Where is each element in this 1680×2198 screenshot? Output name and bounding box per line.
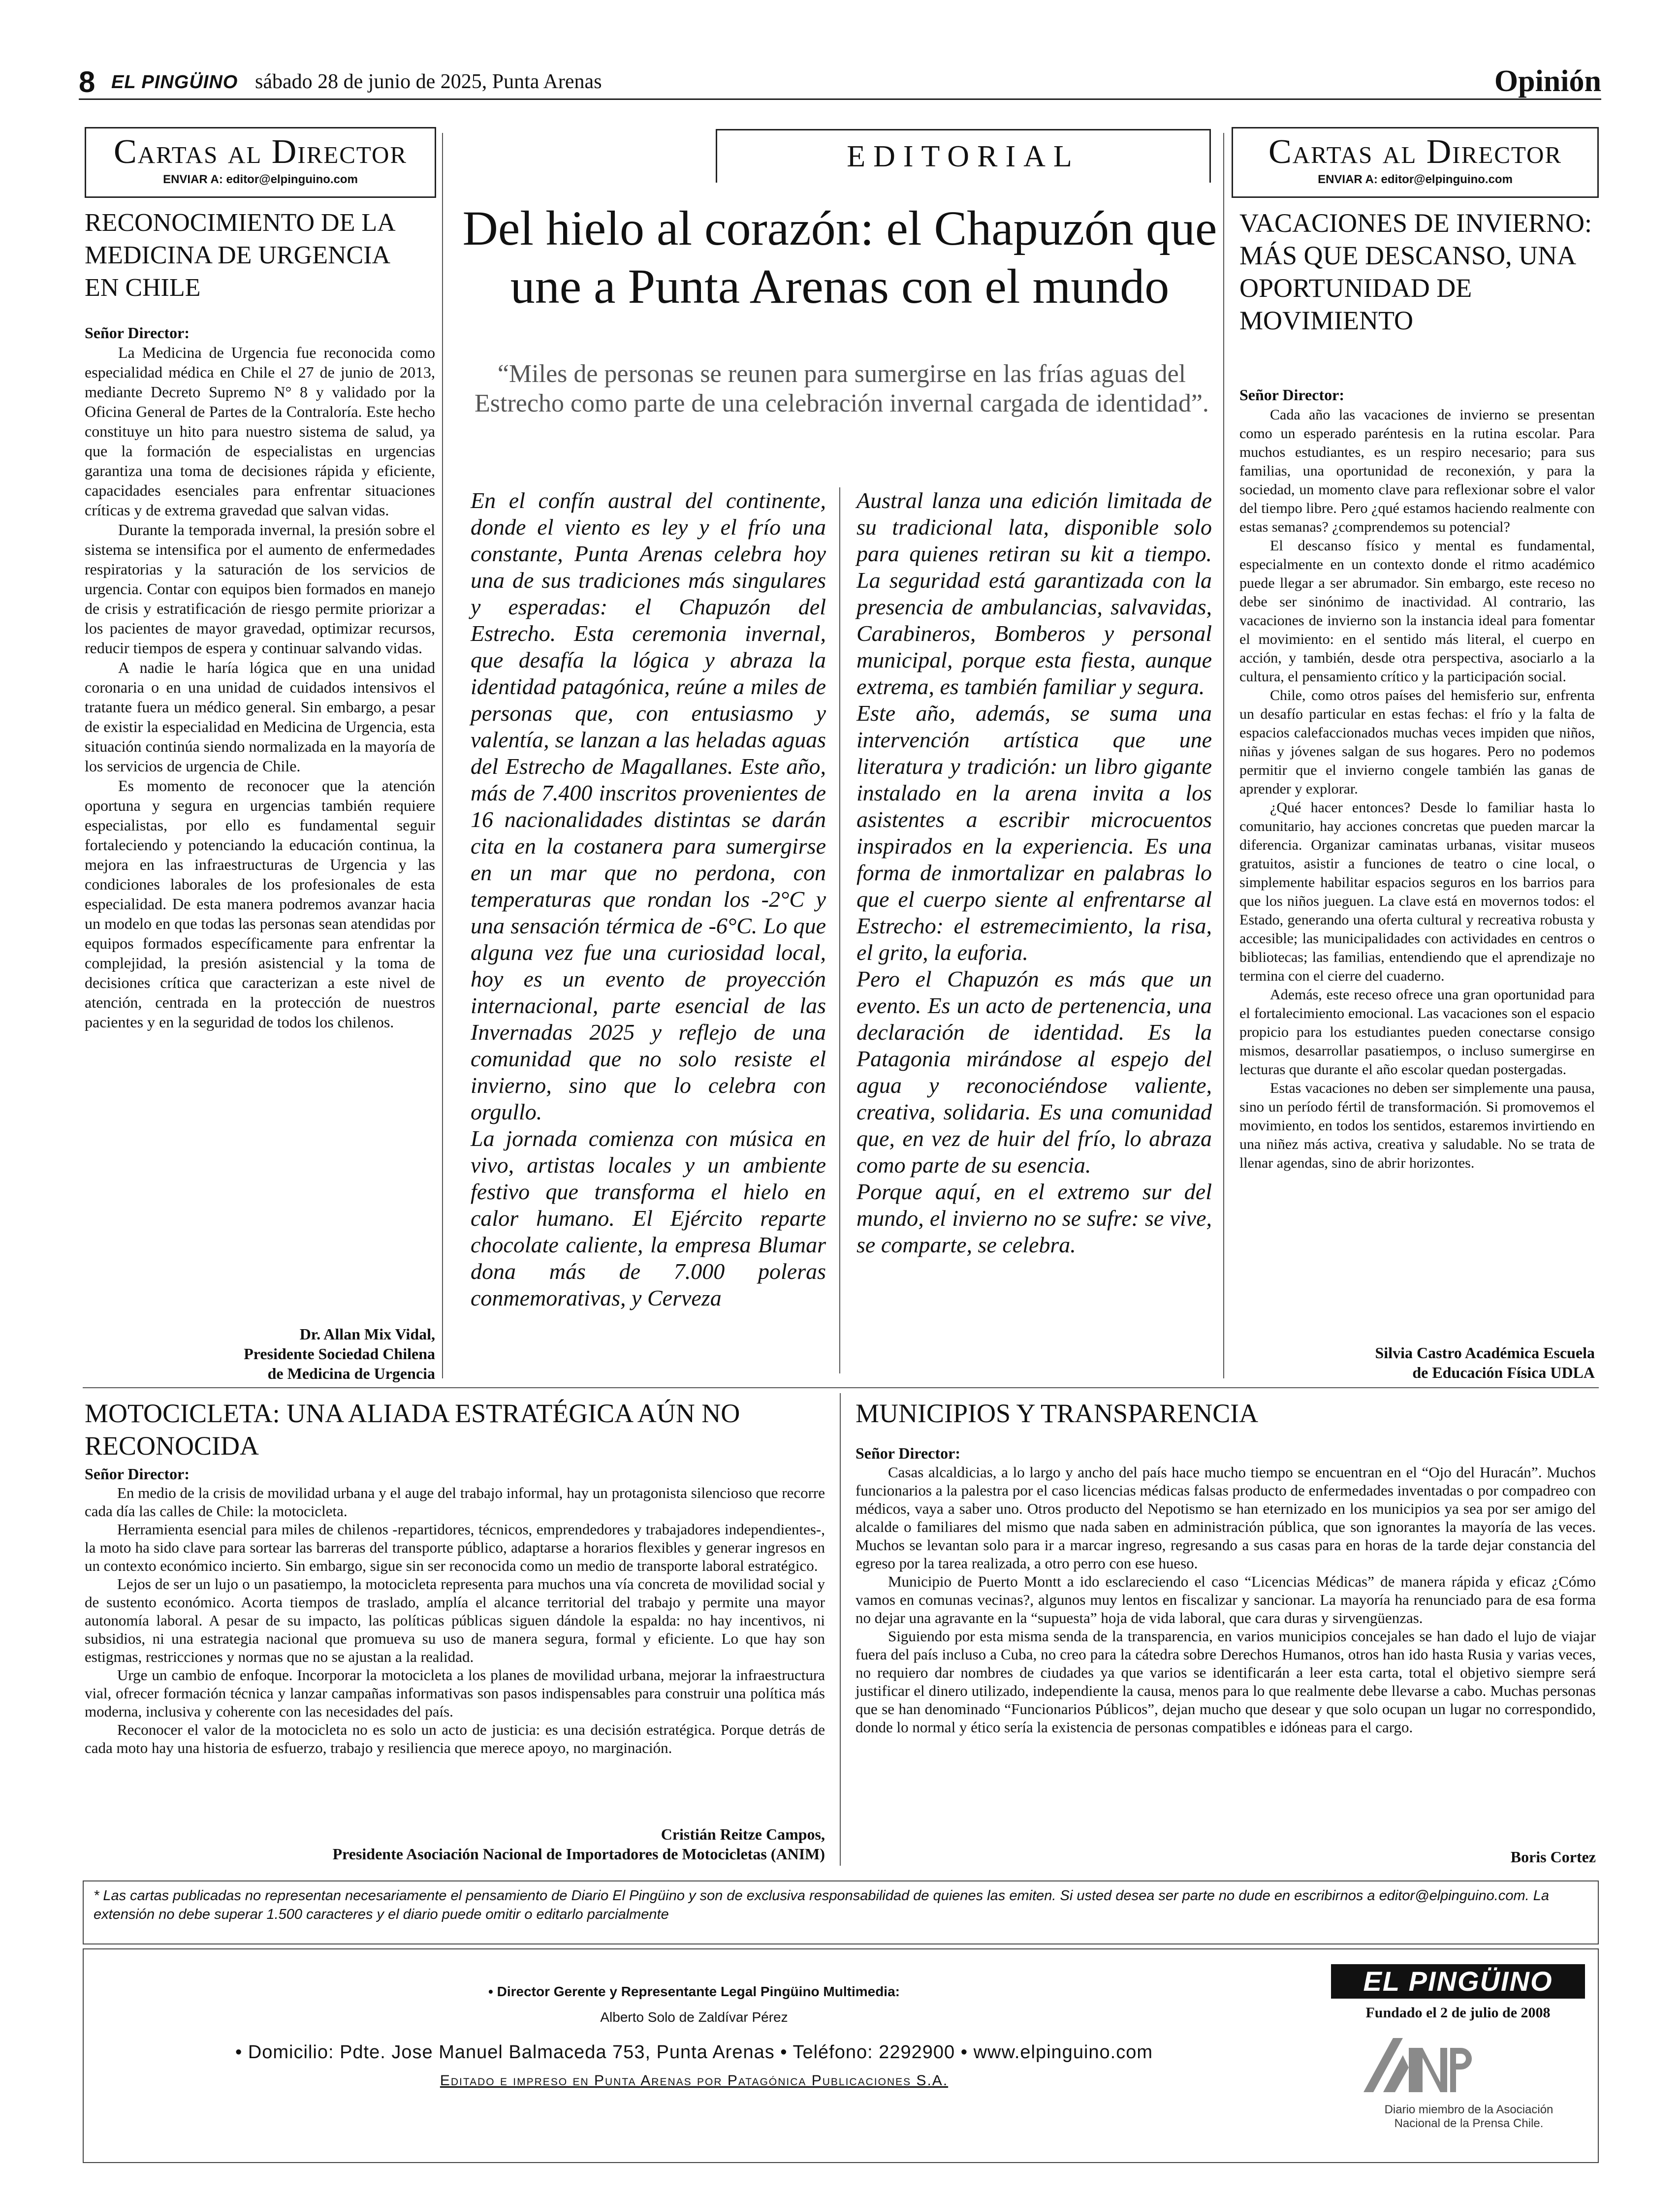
letter-paragraph: A nadie le haría lógica que en una unidad coronaria o en una unidad de cuidados intensivos el tratante fuera un médico general. Sin embargo, a pesar de existir la especialidad en Medicina de Urgencia, esta situación continúa siendo normalizada en la mayoría de los servicios de urgencia de Chile. bbox=[85, 659, 435, 775]
date-line: sábado 28 de junio de 2025, Punta Arenas bbox=[255, 70, 602, 93]
page-number: 8 bbox=[79, 65, 95, 98]
page-header bbox=[79, 59, 1601, 100]
signature-line: Cristián Reitze Campos, bbox=[661, 1825, 825, 1843]
letter-title: VACACIONES DE INVIERNO: MÁS QUE DESCANSO, UNA OPORTUNIDAD DE MOVIMIENTO bbox=[1239, 208, 1592, 335]
letter-paragraph: Es momento de reconocer que la atención oportuna y segura en urgencias también requiere especialistas, por ello es fundamental seguir fortaleciendo y potenciando la educación continua, la mejora en las infraestructuras de Urgencia y las condiciones laborales de los profesionales de esta especialidad. De esta manera podremos avanzar hacia un modelo en que todas las personas sean atendidas por equipos formados específicamente para enfrentar la complejidad, la presión asistencial y la toma de decisiones crítica que caracterizan a este nivel de atención, centrada en la protección de nuestros pacientes y en la seguridad de todos los chilenos. bbox=[85, 777, 435, 1031]
director-label: • Director Gerente y Representante Legal Pingüino Multimedia: bbox=[488, 1984, 900, 1999]
letter-paragraph: Estas vacaciones no deben ser simplemente una pausa, sino un período fértil de transformación. Si promovemos el movimiento, en todos los sentidos, estaremos invirtiendo en una niñez más activa, creativa y saludable. No se trata de llenar agendas, sino de abrir horizontes. bbox=[1239, 1080, 1595, 1171]
column-rule bbox=[839, 487, 840, 1373]
signature-line: Boris Cortez bbox=[1510, 1848, 1596, 1866]
disclaimer: * Las cartas publicadas no representan necesariamente el pensamiento de Diario El Pingüino y son de exclusiva responsabilidad de quienes las emiten. Si usted desea ser parte no dude en escribirnos a editor@elpinguino.com. La extensión no debe superar 1.500 caracteres y el diario puede omitir o editarlo parcialmente bbox=[83, 1880, 1599, 1944]
letter-paragraph: La Medicina de Urgencia fue reconocida como especialidad médica en Chile el 27 de junio de 2013, mediante Decreto Supremo N° 8 y validado por la Oficina General de Partes de la Contraloría. Este hecho constituye un hito para nuestro sistema de salud, ya que la formación de especialistas en urgencias garantiza una toma de decisiones rápida y eficiente, capacidades esenciales para enfrentar situaciones críticas y de extrema gravedad que salvan vidas. bbox=[85, 344, 435, 519]
letter-body bbox=[85, 343, 435, 1032]
letter-paragraph: Chile, como otros países del hemisferio sur, enfrenta un desafío particular en estas fechas: el frío y la falta de espacios calefaccionados muchas veces impiden que niños, niñas y jóvenes salgan de sus hogares. Pero no podemos permitir que el invierno congele también las ganas de aprender y explorar. bbox=[1239, 687, 1595, 797]
column-rule bbox=[1223, 133, 1224, 1378]
editorial-pull-quote: “Miles de personas se reunen para sumergirse en las frías aguas del Estrecho como parte de una celebración invernal cargada de identidad”. bbox=[475, 360, 1209, 417]
letter-paragraph: Urge un cambio de enfoque. Incorporar la motocicleta a los planes de movilidad urbana, mejorar la infraestructura vial, ofrecer formación técnica y lanzar campañas informativas son pasos indispensables para construir una política más moderna, inclusiva y coherente con las necesidades del país. bbox=[85, 1666, 825, 1720]
letter-signature bbox=[85, 1324, 435, 1383]
signature-line: de Medicina de Urgencia bbox=[267, 1365, 435, 1382]
letter-paragraph: Siguiendo por esta misma senda de la transparencia, en varios municipios concejales se han dado el lujo de viajar fuera del país incluso a Cuba, no creo para la cátedra sobre Derechos Humanos, otros han ido hasta Rusia y varias veces, no requiero dar nombres de ciudades ya que varios se identificarán a leer esta carta, total el objetivo siempre será justificar el dinero utilizado, independiente la causa, menos para lo que realmente debe llevarse a cabo. Muchas personas que se han denominado “Funcionarios Públicos”, dejan mucho que desear y que solo ocupan un lugar no correspondido, donde lo normal y ético sería la existencia de personas compatibles e idóneas para el cargo. bbox=[856, 1627, 1596, 1736]
cartas-email: ENVIAR A: editor@elpinguino.com bbox=[1318, 173, 1513, 186]
founded-date: Fundado el 2 de julio de 2008 bbox=[1365, 2005, 1551, 2021]
cartas-heading-title: Cartas al Director bbox=[113, 133, 408, 171]
salutation: Señor Director: bbox=[1239, 386, 1344, 404]
footer-box bbox=[83, 1948, 1599, 2163]
letter-paragraph: En medio de la crisis de movilidad urbana y el auge del trabajo informal, hay un protagonista silencioso que recorre cada día las calles de Chile: la motocicleta. bbox=[85, 1484, 825, 1520]
letter-paragraph: Además, este receso ofrece una gran oportunidad para el fortalecimiento emocional. Las vacaciones son el espacio propicio para los estudiantes pueden conectarse consigo mismos, desarrollar pasatiempos, o incluso sumergirse en lecturas que durante el año escolar quedan postergadas. bbox=[1239, 987, 1595, 1078]
letter-signature bbox=[1239, 1343, 1595, 1382]
editorial-paragraph: Austral lanza una edición limitada de su tradicional lata, disponible solo para quienes retiran su kit a tiempo. La seguridad está garantizada con la presencia de ambulancias, salvavidas, Carabineros, Bomberos y personal municipal, porque esta fiesta, aunque extrema, es también familiar y segura. bbox=[856, 488, 1212, 699]
anp-caption-line: Diario miembro de la Asociación bbox=[1384, 2103, 1553, 2116]
anp-logo-icon bbox=[1354, 2028, 1472, 2102]
letter-title: MOTOCICLETA: UNA ALIADA ESTRATÉGICA AÚN NO RECONOCIDA bbox=[85, 1399, 740, 1461]
editorial-label: EDITORIAL bbox=[847, 140, 1080, 173]
letter-paragraph: Casas alcaldicias, a lo largo y ancho del país hace mucho tiempo se encuentran en el “Ojo del Huracán”. Muchos funcionarios a la palestra por el caso licencias médicas falsas producto de enfermedades inventadas o por compadreo con médicos, vaya a saber uno. Otros producto del Nepotismo se han eternizado en los municipios ya sea por ser amigo del alcalde o familiares del mismo que nada saben en administración pública, que son ignorantes la mayoría de las veces. Muchos se levantan solo para ir a marcar ingreso, regresando a sus casas para en horas de la tarde dejar constancia del egreso por la tarea realizada, a otro perro con ese hueso. bbox=[856, 1464, 1596, 1572]
cartas-email: ENVIAR A: editor@elpinguino.com bbox=[163, 173, 358, 186]
anp-caption-line: Nacional de la Prensa Chile. bbox=[1394, 2117, 1544, 2130]
section-divider bbox=[83, 1387, 1599, 1388]
cartas-heading-title: Cartas al Director bbox=[1268, 133, 1562, 171]
editorial-paragraph: La jornada comienza con música en vivo, artistas locales y un ambiente festivo que transforma el hielo en calor humano. El Ejército reparte chocolate caliente, la empresa Blumar dona más de 7.000 poleras conmemorativas, y Cerveza bbox=[471, 1126, 826, 1310]
editorial-column-1 bbox=[471, 487, 826, 1311]
signature-line: Silvia Castro Académica Escuela bbox=[1375, 1344, 1595, 1362]
signature-line: Dr. Allan Mix Vidal, bbox=[299, 1325, 435, 1343]
editorial-paragraph: En el confín austral del continente, donde el viento es ley y el frío una constante, Punta Arenas celebra hoy una de sus tradiciones más singulares y esperadas: el Chapuzón del Estrecho. Esta ceremonia invernal, que desafía la lógica y abraza la identidad patagónica, reúne a miles de personas que, con entusiasmo y valentía, se lanzan a las heladas aguas del Estrecho de Magallanes. Este año, más de 7.400 inscritos provenientes de 16 nacionalidades distintas se darán cita en la costanera para sumergirse en un mar que no perdona, con temperaturas que rondan los -2°C y una sensación térmica de -6°C. Lo que alguna vez fue una curiosidad local, hoy es un evento de proyección internacional, parte esencial de las Invernadas 2025 y reflejo de una comunidad que no solo resiste el invierno, sino que lo celebra con orgullo. bbox=[471, 488, 826, 1124]
letter-paragraph: ¿Qué hacer entonces? Desde lo familiar hasta lo comunitario, hay acciones concretas que pueden marcar la diferencia. Organizar caminatas urbanas, visitar museos gratuitos, asistir a funciones de teatro o cine local, o simplemente habilitar espacios seguros en los barrios para que los niños jueguen. La clave está en movernos todos: el Estado, generando una oferta cultural y recreativa robusta y accesible; las municipalidades con actividades en centros o bibliotecas; las familias, entendiendo que el aprendizaje no termina con el cierre del cuaderno. bbox=[1239, 799, 1595, 984]
editorial-paragraph: Pero el Chapuzón es más que un evento. Es un acto de pertenencia, una declaración de identidad. Es la Patagonia mirándose al espejo del agua y reconociéndose valiente, creativa, solidaria. Es una comunidad que, en vez de huir del frío, lo abraza como parte de su esencia. bbox=[856, 966, 1212, 1178]
anp-caption bbox=[1331, 2103, 1607, 2131]
letter-paragraph: Durante la temporada invernal, la presión sobre el sistema se intensifica por el aumento de enfermedades respiratorias y la saturación de los servicios de urgencia. Contar con equipos bien formados en manejo de crisis y estratificación de riesgo permite priorizar a los pacientes de mayor gravedad, optimizar recursos, reducir tiempos de espera y continuar salvando vidas. bbox=[85, 521, 435, 657]
signature-line: de Educación Física UDLA bbox=[1412, 1364, 1595, 1381]
editorial-paragraph: Porque aquí, en el extremo sur del mundo, el invierno no se sufre: se vive, se comparte, se celebra. bbox=[856, 1179, 1212, 1257]
letter-paragraph: Cada año las vacaciones de invierno se presentan como un esperado paréntesis en la rutina escolar. Para muchos estudiantes, es un respiro necesario; para sus familias, una oportunidad de reconexión, y para la sociedad, un momento clave para reflexionar sobre el valor del tiempo libre. Pero ¿qué estamos haciendo realmente con estas semanas? ¿comprendemos su potencial? bbox=[1239, 407, 1595, 535]
letter-paragraph: Reconocer el valor de la motocicleta no es solo un acto de justicia: es una decisión estratégica. Porque detrás de cada moto hay una historia de esfuerzo, trabajo y resiliencia que merece apoyo, no marginación. bbox=[85, 1721, 825, 1756]
salutation: Señor Director: bbox=[85, 1465, 190, 1483]
address-line: • Domicilio: Pdte. Jose Manuel Balmaceda 753, Punta Arenas • Teléfono: 2292900 • www.elpinguino.com bbox=[235, 2042, 1153, 2063]
cartas-heading-right bbox=[1232, 127, 1599, 198]
column-rule bbox=[840, 1393, 841, 1866]
signature-line: Presidente Sociedad Chilena bbox=[244, 1345, 435, 1363]
salutation: Señor Director: bbox=[856, 1444, 960, 1462]
letter-signature bbox=[85, 1824, 825, 1864]
column-rule bbox=[442, 133, 443, 1378]
section-title: Opinión bbox=[1494, 64, 1601, 98]
letter-paragraph: Municipio de Puerto Montt a ido esclareciendo el caso “Licencias Médicas” de manera rápida y eficaz ¿Cómo vamos en comunas vecinas?, algunos muy lentos en fiscalizar y sancionar. La mayoría ha renunciado para de esa forma no dejar una agravante en la “supuesta” hoja de vida laboral, que cara duras y sirvengüenzas. bbox=[856, 1573, 1596, 1626]
letter-body bbox=[856, 1463, 1596, 1736]
editorial-title: Del hielo al corazón: el Chapuzón que une a Punta Arenas con el mundo bbox=[462, 201, 1217, 314]
salutation: Señor Director: bbox=[85, 324, 190, 342]
signature-line: Presidente Asociación Nacional de Importadores de Motocicletas (ANIM) bbox=[332, 1845, 825, 1863]
cartas-heading-left bbox=[85, 127, 436, 198]
editorial-label-box bbox=[716, 129, 1211, 183]
letter-title: RECONOCIMIENTO DE LA MEDICINA DE URGENCIA EN CHILE bbox=[85, 209, 394, 302]
publisher-line: Editado e impreso en Punta Arenas por Patagónica Publicaciones S.A. bbox=[440, 2072, 949, 2089]
director-name: Alberto Solo de Zaldívar Pérez bbox=[600, 2009, 788, 2025]
letter-signature bbox=[856, 1847, 1596, 1867]
masthead-logo: EL PINGÜINO bbox=[111, 72, 238, 93]
letter-body bbox=[1239, 406, 1595, 1173]
letter-paragraph: Herramienta esencial para miles de chilenos -repartidores, técnicos, emprendedores y trabajadores independientes-, la moto ha sido clave para sortear las barreras del transporte público, adaptarse a horarios flexibles y generar ingresos en un contexto económico incierto. Sin embargo, sigue sin ser reconocida como un medio de transporte laboral estratégico. bbox=[85, 1521, 825, 1574]
editorial-paragraph: Este año, además, se suma una intervención artística que une literatura y tradición: un libro gigante instalado en la arena invita a los asistentes a escribir microcuentos inspirados en la experiencia. Es una forma de inmortalizar en palabras lo que el cuerpo siente al enfrentarse al Estrecho: el estremecimiento, la risa, el grito, la euforia. bbox=[856, 701, 1212, 965]
footer-logo: EL PINGÜINO bbox=[1331, 1964, 1585, 1999]
letter-body bbox=[85, 1484, 825, 1757]
letter-title: MUNICIPIOS Y TRANSPARENCIA bbox=[856, 1399, 1259, 1428]
letter-paragraph: El descanso físico y mental es fundamental, especialmente en un contexto donde el ritmo académico puede llegar a ser abrumador. Sin embargo, este receso no debe ser sinónimo de inactividad. Al contrario, las vacaciones de invierno son la instancia ideal para fomentar el movimiento: en el sentido más literal, el cuerpo en acción, y también, desde otra perspectiva, asociarlo a la cultura, el pensamiento crítico y la participación social. bbox=[1239, 538, 1595, 685]
editorial-column-2 bbox=[856, 487, 1212, 1258]
letter-paragraph: Lejos de ser un lujo o un pasatiempo, la motocicleta representa para muchos una vía concreta de movilidad social y de sustento económico. Acorta tiempos de traslado, amplía el alcance territorial del trabajo y permite una mayor autonomía laboral. A pesar de su impacto, las políticas públicas siguen dándole la espalda: no hay incentivos, ni subsidios, ni una estrategia nacional que promueva su uso de manera segura, formal y eficiente. Lo que hay son estigmas, restricciones y normas que no se ajustan a la realidad. bbox=[85, 1575, 825, 1665]
